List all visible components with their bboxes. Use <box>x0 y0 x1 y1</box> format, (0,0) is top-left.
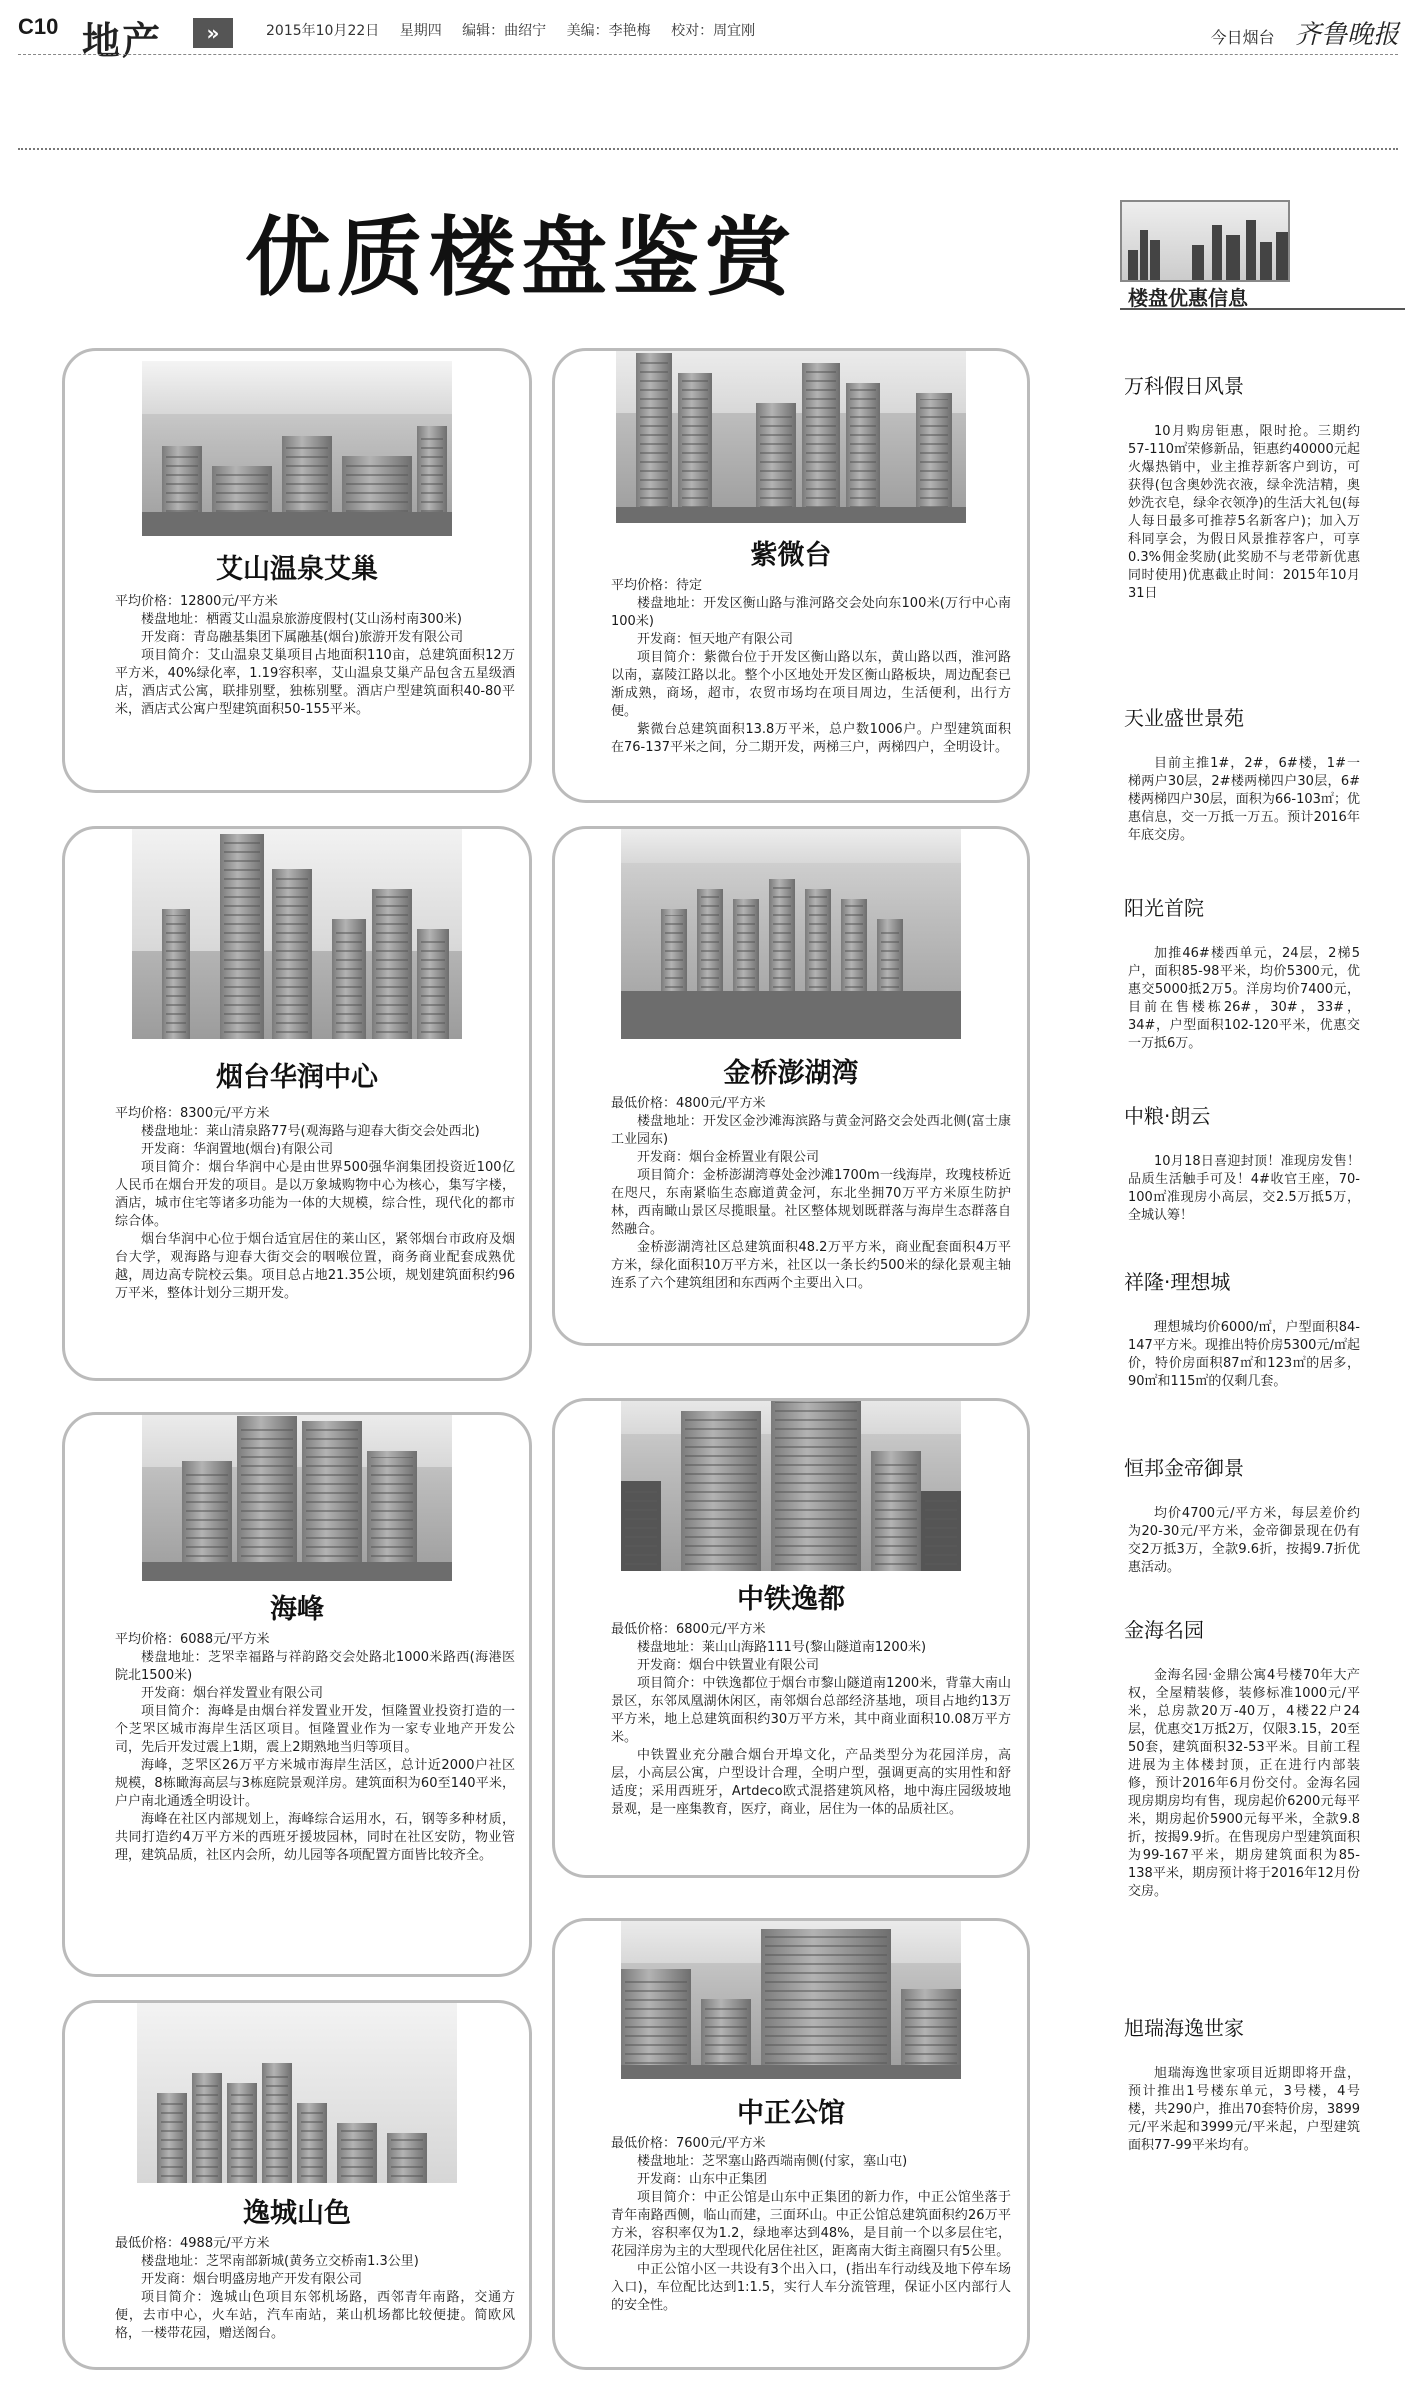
property-price: 最低价格：4988元/平方米 <box>115 2236 270 2251</box>
promo-text: 金海名园·金鼎公寓4号楼70年大产权，全屋精装修，装修标准1000元/平米，总房款20万-40万，4楼22户24层，优惠交1万抵2万，仅限3.15，20至50套，建筑面积32-53平米。目前工程进展为主体楼封顶，正在进行内部装修，预计2016年6月份交付。金海名园现房期房均有售，现房起价6200元每平米，期房起价5900元每平米，全款9.8折，按揭9.9折。在售现房户型建筑面积为99-167平米，期房建筑面积为85-138平米，期房预计将于2016年12月份交房。 <box>1128 1668 1360 1899</box>
property-intro: 项目简介：金桥澎湖湾尊处金沙滩1700m一线海岸，玫瑰枝桥近在咫尺，东南紧临生态廊道黄金河，东北坐拥70万平方米原生防护林，西南瞰山景区尽揽眼量。社区整体规划既群落与海岸生态群落自然融合。 <box>611 1168 1011 1237</box>
property-name: 金桥澎湖湾 <box>723 1058 859 1089</box>
property-intro-2: 中正公馆小区一共设有3个出入口，(指出车行动线及地下停车场入口)，车位配比达到1:1.5，实行人车分流管理，保证小区内部行人的安全性。 <box>611 2262 1011 2313</box>
promo-title: 祥隆·理想城 <box>1124 1270 1231 1294</box>
promo-title: 金海名园 <box>1124 1618 1204 1642</box>
property-price: 平均价格：待定 <box>611 578 703 593</box>
promo-title: 阳光首院 <box>1124 896 1204 920</box>
masthead <box>1211 14 1399 51</box>
promo-item <box>1124 1100 1364 1225</box>
property-card <box>552 348 1030 803</box>
promo-text: 10月18日喜迎封顶！准现房发售！品质生活触手可及！4#收官王座，70-100㎡准现房小高层，交2.5万抵5万，全城认筹！ <box>1128 1154 1360 1223</box>
property-address: 楼盘地址：开发区衡山路与淮河路交会处向东100米(万行中心南100米) <box>611 596 1011 629</box>
property-photo <box>621 1918 961 2079</box>
section-arrow-icon: » <box>193 18 233 48</box>
promo-item <box>1124 370 1364 603</box>
property-photo <box>616 348 966 523</box>
section-name: 地产 <box>82 19 163 63</box>
property-intro: 项目简介：中铁逸都位于烟台市黎山隧道南1200米，背靠大南山景区，东邻凤凰湖休闲区，南邻烟台总部经济基地，项目占地约13万平方米，地上总建筑面积约30万平方米，其中商业面积10.08万平方米。 <box>611 1676 1011 1745</box>
promo-item <box>1124 892 1364 1053</box>
property-details <box>115 2235 515 2343</box>
property-developer: 开发商：烟台祥发置业有限公司 <box>141 1686 324 1701</box>
property-card <box>552 1918 1030 2370</box>
property-address: 楼盘地址：芝罘南部新城(黄务立交桥南1.3公里) <box>141 2254 419 2269</box>
property-developer: 开发商：山东中正集团 <box>637 2172 768 2187</box>
property-name: 逸城山色 <box>243 2198 351 2229</box>
property-card <box>552 826 1030 1346</box>
promo-title: 万科假日风景 <box>1124 374 1244 398</box>
property-intro: 项目简介：紫微台位于开发区衡山路以东，黄山路以西，淮河路以南，嘉陵江路以北。整个小区地处开发区衡山路板块，周边配套已渐成熟，商场，超市，农贸市场均在项目周边，生活便利，出行方便。 <box>611 650 1011 719</box>
promo-text: 旭瑞海逸世家项目近期即将开盘，预计推出1号楼东单元，3号楼，4号楼，共290户，推出70套特价房，3899元/平米起和3999元/平米起，户型建筑面积77-99平米均有。 <box>1128 2066 1360 2153</box>
property-address: 楼盘地址：芝罘幸福路与祥韵路交会处路北1000米路西(海港医院北1500米) <box>115 1650 515 1683</box>
header-divider <box>18 54 1398 55</box>
property-intro-2: 烟台华润中心位于烟台适宜居住的莱山区，紧邻烟台市政府及烟台大学，观海路与迎春大街交会的咽喉位置，商务商业配套成熟优越，周边高专院校云集。项目总占地21.35公顷，规划建筑面积约96万平米，整体计划分三期开发。 <box>115 1232 515 1301</box>
property-price: 平均价格：6088元/平方米 <box>115 1632 270 1647</box>
property-intro: 项目简介：艾山温泉艾巢项目占地面积110亩，总建筑面积12万平方米，40%绿化率，1.19容积率，艾山温泉艾巢产品包含五星级酒店，酒店式公寓，联排别墅，独栋别墅。酒店户型建筑面积40-80平米，酒店式公寓户型建筑面积50-155平米。 <box>115 648 515 717</box>
property-details <box>115 593 515 719</box>
property-intro-2: 金桥澎湖湾社区总建筑面积48.2万平方米，商业配套面积4万平方米，绿化面积10万平方米，社区以一条长约500米的绿化景观主轴连系了六个建筑组团和东西两个主要出入口。 <box>611 1240 1011 1291</box>
issue-weekday: 星期四 <box>399 23 442 39</box>
property-card <box>62 1412 532 1977</box>
property-details <box>611 577 1011 757</box>
promo-text: 理想城均价6000/㎡，户型面积84-147平方米。现推出特价房5300元/㎡起价，特价房面积87㎡和123㎡的居多，90㎡和115㎡的仅剩几套。 <box>1128 1320 1360 1389</box>
page-header <box>0 0 1417 62</box>
promo-text: 均价4700元/平方米，每层差价约为20-30元/平方米，金帝御景现在仍有交2万抵3万，全款9.6折，按揭9.7折优惠活动。 <box>1128 1506 1360 1575</box>
art-credit: 美编：李艳梅 <box>566 23 651 39</box>
property-address: 楼盘地址：开发区金沙滩海滨路与黄金河路交会处西北侧(富士康工业园东) <box>611 1114 1011 1147</box>
property-address: 楼盘地址：芝罘塞山路西端南侧(付家，塞山屯) <box>637 2154 908 2169</box>
edition-label: 今日烟台 <box>1210 28 1275 47</box>
property-intro: 项目简介：逸城山色项目东邻机场路，西邻青年南路，交通方便，去市中心，火车站，汽车南站，莱山机场都比较便捷。简欧风格，一楼带花园，赠送阁台。 <box>115 2290 515 2341</box>
property-intro: 项目简介：烟台华润中心是由世界500强华润集团投资近100亿人民币在烟台开发的项目。是以万象城购物中心为核心，集写字楼，酒店，城市住宅等诸多功能为一体的大规模，综合性，现代化的都市综合体。 <box>115 1160 515 1229</box>
skyline-icon <box>1120 200 1290 282</box>
issue-meta <box>266 20 771 40</box>
promo-item <box>1124 702 1364 845</box>
property-photo <box>142 361 452 536</box>
promo-text: 10月购房钜惠，限时抢。三期约57-110㎡荣修新品，钜惠约40000元起火爆热销中，业主推荐新客户到访，可获得(包含奥妙洗衣液，绿伞洗洁精，奥妙洗衣皂，绿伞衣领净)的生活大礼包(每人每日最多可推荐5名新客户)；加入万科同享会，为假日风景推荐客户，可享0.3%佣金奖励(此奖励不与老带新优惠同时使用)优惠截止时间：2015年10月31日 <box>1128 424 1360 601</box>
property-details <box>115 1105 515 1303</box>
property-intro: 项目简介：中正公馆是山东中正集团的新力作，中正公馆坐落于青年南路西侧，临山而建，三面环山。中正公馆总建筑面积约26万平方米，容积率仅为1.2，绿地率达到48%，是目前一个以多层住宅，花园洋房为主的大型现代化居住社区，距离南大街主商圈只有5公里。 <box>611 2190 1011 2259</box>
property-price: 平均价格：12800元/平方米 <box>115 594 278 609</box>
property-details <box>611 1095 1011 1293</box>
property-developer: 开发商：华润置地(烟台)有限公司 <box>141 1142 334 1157</box>
promo-item <box>1124 1452 1364 1577</box>
property-intro: 项目简介：海峰是由烟台祥发置业开发，恒隆置业投资打造的一个芝罘区城市海岸生活区项目。恒隆置业作为一家专业地产开发公司，先后开发过震上1期，震上2期熟地当归等项目。 <box>115 1704 515 1755</box>
property-intro-2: 中铁置业充分融合烟台开埠文化，产品类型分为花园洋房，高层，小高层公寓，户型设计合理，全明户型，强调更高的实用性和舒适度；采用西班牙，Artdeco欧式混搭建筑风格，地中海庄园级坡地景观，是一座集教育，医疗，商业，居住为一体的品质社区。 <box>611 1748 1011 1817</box>
page-title: 优质楼盘鉴赏 <box>245 207 797 308</box>
property-price: 最低价格：7600元/平方米 <box>611 2136 766 2151</box>
property-developer: 开发商：恒天地产有限公司 <box>637 632 794 647</box>
property-address: 楼盘地址：栖霞艾山温泉旅游度假村(艾山汤村南300米) <box>141 612 462 627</box>
property-price: 最低价格：4800元/平方米 <box>611 1096 766 1111</box>
paper-logo: 齐鲁晚报 <box>1294 20 1399 50</box>
property-details <box>611 1621 1011 1819</box>
property-intro-3: 海峰在社区内部规划上，海峰综合运用水，石，钢等多种材质，共同打造约4万平方米的西班牙援坡园林，同时在社区安防，物业管理，建筑品质，社区内会所，幼儿园等各项配置方面皆比较齐全。 <box>115 1812 515 1863</box>
property-photo <box>132 826 462 1039</box>
property-address: 楼盘地址：莱山山海路111号(黎山隧道南1200米) <box>637 1640 927 1655</box>
property-card <box>62 2000 532 2370</box>
promo-title: 天业盛世景苑 <box>1124 706 1244 730</box>
property-photo <box>137 2000 457 2183</box>
sidebar-divider <box>1120 308 1405 310</box>
property-developer: 开发商：青岛融基集团下属融基(烟台)旅游开发有限公司 <box>141 630 464 645</box>
issue-date: 2015年10月22日 <box>266 23 380 39</box>
page-number: C10 <box>18 14 59 39</box>
property-price: 最低价格：6800元/平方米 <box>611 1622 766 1637</box>
property-developer: 开发商：烟台明盛房地产开发有限公司 <box>141 2272 363 2287</box>
section-divider <box>18 148 1398 150</box>
property-name: 中正公馆 <box>737 2098 845 2129</box>
property-photo <box>621 1398 961 1571</box>
sidebar-title: 楼盘优惠信息 <box>1128 286 1248 310</box>
promo-item <box>1124 1266 1364 1391</box>
promo-title: 恒邦金帝御景 <box>1124 1456 1244 1480</box>
property-name: 烟台华润中心 <box>216 1062 378 1093</box>
promo-item <box>1124 1614 1364 1901</box>
property-name: 海峰 <box>270 1594 324 1625</box>
editor-credit: 编辑：曲绍宁 <box>462 23 547 39</box>
sidebar-header <box>1120 200 1290 310</box>
property-intro-2: 紫微台总建筑面积13.8万平米，总户数1006户。户型建筑面积在76-137平米之间，分二期开发，两梯三户，两梯四户，全明设计。 <box>611 722 1011 755</box>
property-photo <box>621 826 961 1039</box>
property-intro-2: 海峰，芝罘区26万平方米城市海岸生活区，总计近2000户社区规模，8栋瞰海高层与3栋庭院景观洋房。建筑面积为60至140平米，户户南北通透全明设计。 <box>115 1758 515 1809</box>
property-details <box>115 1631 515 1865</box>
property-card <box>62 348 532 793</box>
property-name: 中铁逸都 <box>737 1584 845 1615</box>
promo-title: 旭瑞海逸世家 <box>1124 2016 1244 2040</box>
property-name: 艾山温泉艾巢 <box>216 554 378 585</box>
property-card <box>62 826 532 1381</box>
promo-text: 加推46#楼西单元，24层，2梯5户，面积85-98平米，均价5300元，优惠交5000抵2万5。洋房均价7400元，目前在售楼栋26#，30#，33#，34#，户型面积102-120平米，优惠交一万抵6万。 <box>1128 946 1360 1051</box>
property-details <box>611 2135 1011 2315</box>
property-price: 平均价格：8300元/平方米 <box>115 1106 270 1121</box>
property-name: 紫微台 <box>750 540 832 571</box>
promo-item <box>1124 2012 1364 2155</box>
property-developer: 开发商：烟台中铁置业有限公司 <box>637 1658 820 1673</box>
property-address: 楼盘地址：莱山清泉路77号(观海路与迎春大街交会处西北) <box>141 1124 480 1139</box>
promo-text: 目前主推1#，2#，6#楼，1#一梯两户30层，2#楼两梯四户30层，6#楼两梯四户30层，面积为66-103㎡；优惠信息，交一万抵一万五。预计2016年年底交房。 <box>1128 756 1360 843</box>
property-developer: 开发商：烟台金桥置业有限公司 <box>637 1150 820 1165</box>
promo-title: 中粮·朗云 <box>1124 1104 1211 1128</box>
property-card <box>552 1398 1030 1878</box>
property-photo <box>142 1412 452 1581</box>
proof-credit: 校对：周宜刚 <box>671 23 756 39</box>
